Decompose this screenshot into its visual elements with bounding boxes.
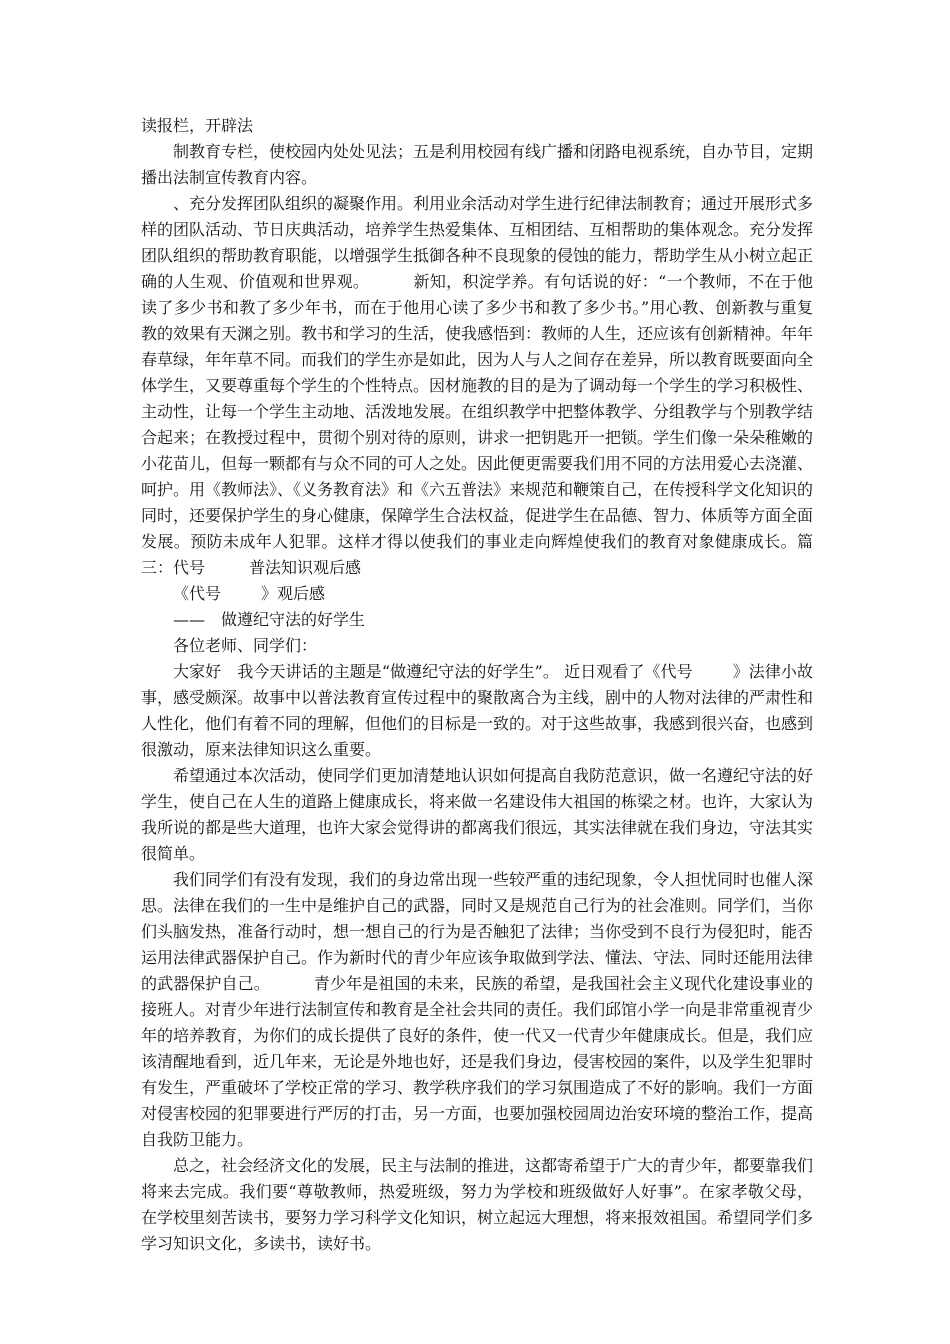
essay-title [141,581,813,607]
paragraph-opening [141,659,813,763]
paragraph-hope: 希望通过本次活动，使同学们更加清楚地认识如何提高自我防范意识，做一名遵纪守法的好学生，使自己在人生的道路上健康成长，将来做一名建设伟大祖国的栋梁之材。也许，大家认为我所说的都是些大道理，也许大家会觉得讲的都离我们很远，其实法律就在我们身边，守法其实很简单。 [141,766,814,863]
text-line-intro: 读报栏，开辟法 [141,116,254,135]
paragraph-opening-part1: 大家好 我今天讲话的主题是“做遵纪守法的好学生”。 近日观看了《代号 [173,662,693,681]
paragraph-opening-part2: 》法律小故事，感受颇深。故事中以普法教育宣传过程中的聚散离合为主线，剧中的人物对法律的严肃性和人性化，他们有着不同的理解，但他们的目标是一致的。对于这些故事，我感到很兴奋，也感到很激动，原来法律知识这么重要。 [141,662,814,759]
greeting: 各位老师、同学们： [173,636,318,655]
paragraph-discipline-part1: 我们同学们有没有发现，我们的身边常出现一些较严重的违纪现象，令人担忧同时也催人深思。法律在我们的一生中是维护自己的武器，同时又是规范自己行为的社会准则。同学们，当你们头脑发热，准备行动时，想一想自己的行为是否触犯了法律；当你受到不良行为侵犯时，能否运用法律武器保护自己。作为新时代的青少年应该争取做到学法、懂法、守法、同时还能用法律的武器保护自己。 [141,870,814,993]
paragraph-discipline-part2: 青少年是祖国的未来，民族的希望，是我国社会主义现代化建设事业的接班人。对青少年进行法制宣传和教育是全社会共同的责任。我们邱馆小学一向是非常重视青少年的培养教育，为你们的成长提供了良好的条件，使一代又一代青少年健康成长。但是，我们应该清醒地看到，近几年来，无论是外地也好，还是我们身边，侵害校园的案件，以及学生犯罪时有发生，严重破坏了学校正常的学习、教学秩序我们的学习氛围造成了不好的影响。我们一方面对侵害校园的犯罪要进行严厉的打击，另一方面，也要加强校园周边治安环境的整治工作，提高自我防卫能力。 [141,974,814,1149]
essay-subtitle: —— 做遵纪守法的好学生 [173,610,366,629]
paragraph-discipline [141,867,813,1153]
paragraph-team-organization-part1: 、充分发挥团队组织的凝聚作用。利用业余活动对学生进行纪律法制教育；通过开展形式多样的团队活动、节日庆典活动，培养学生热爱集体、互相团结、互相帮助的集体观念。充分发挥团队组织的帮助教育职能，以增强学生抵御各种不良现象的侵蚀的能力，帮助学生从小树立起正确的人生观、价值观和世界观。 [141,194,814,291]
essay-title-part2: 》观后感 [261,584,326,603]
document-body [141,113,813,1257]
paragraph-legal-column: 制教育专栏，使校园内处处见法；五是利用校园有线广播和闭路电视系统，自办节目，定期播出法制宣传教育内容。 [141,142,814,187]
paragraph-team-organization-part2: 新知，积淀学养。有句话说的好：“一个教师，不在于他读了多少书和教了多少年书，而在于他用心读了多少书和教了多少书。”用心教、创新教与重复教的效果有天渊之别。教书和学习的生活，使我感悟到：教师的人生，还应该有创新精神。年年春草绿，年年草不同。而我们的学生亦是如此，因为人与人之间存在差异，所以教育既要面向全体学生，又要尊重每个学生的个性特点。因材施教的目的是为了调动每一个学生的学习积极性、主动性，让每一个学生主动地、活泼地发展。在组织教学中把整体教学、分组教学与个别教学结合起来；在教授过程中，贯彻个别对待的原则，讲求一把钥匙开一把锁。学生们像一朵朵稚嫩的小花苗儿，但每一颗都有与众不同的可人之处。因此便更需要我们用不同的方法用爱心去浇灌、呵护。用《教师法》、《义务教育法》和《六五普法》来规范和鞭策自己，在传授科学文化知识的同时，还要保护学生的身心健康，保障学生合法权益，促进学生在品德、智力、体质等方面全面发展。预防未成年人犯罪。这样才得以使我们的事业走向辉煌使我们的教育对象健康成长。篇三：代号 [141,272,814,577]
essay-title-part1: 《代号 [173,584,222,603]
paragraph-team-organization [141,191,813,581]
paragraph-team-organization-part3: 普法知识观后感 [249,558,362,577]
paragraph-conclusion: 总之，社会经济文化的发展，民主与法制的推进，这都寄希望于广大的青少年，都要靠我们将来去完成。我们要“尊敬教师，热爱班级，努力为学校和班级做好人好事”。在家孝敬父母，在学校里刻苦读书，要努力学习科学文化知识，树立起远大理想，将来报效祖国。希望同学们多学习知识文化，多读书，读好书。 [141,1156,814,1253]
